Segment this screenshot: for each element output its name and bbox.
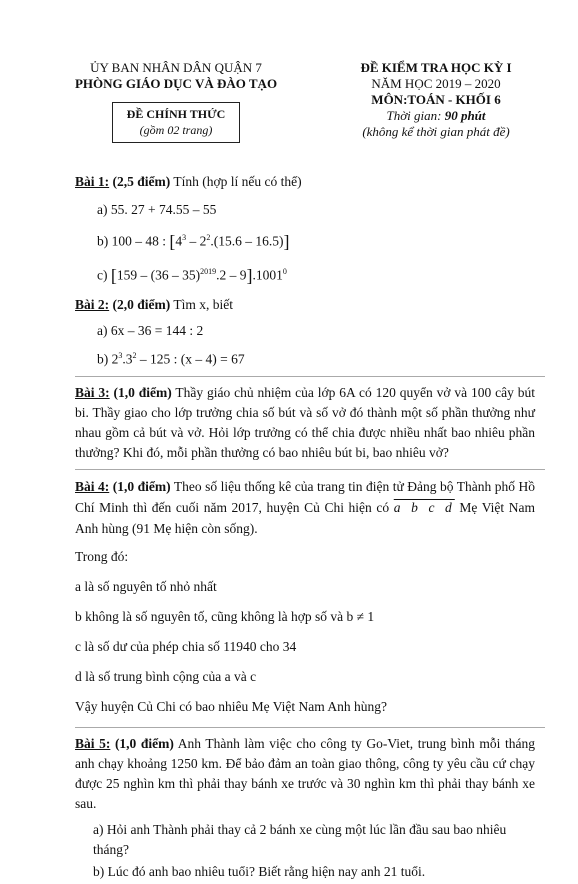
problem-2 bbox=[75, 295, 535, 315]
p1c-exp1: 2019 bbox=[200, 266, 217, 276]
p1c-part1: 159 – (36 – 35) bbox=[116, 267, 201, 282]
p2b-prefix: b) 2 bbox=[97, 351, 119, 367]
problem-1-text: Tính (hợp lí nếu có thể) bbox=[173, 174, 302, 189]
problem-5-text: Anh Thành làm việc cho công ty Go-Viet, trung bình mỗi tháng anh chạy khoảng 1250 km. Để bảo đảm an toàn giao thông, công ty yêu cầu cứ chạy được 25 nghìn km thì phải thay bánh xe trước và 30 nghìn km thì phải thay bánh xe sau. bbox=[75, 735, 535, 811]
exam-title: ĐỀ KIỂM TRA HỌC KỲ I bbox=[360, 60, 512, 75]
exam-content bbox=[75, 172, 535, 884]
problem-1a: a) 55. 27 + 74.55 – 55 bbox=[97, 202, 217, 217]
time-value: 90 phút bbox=[444, 108, 486, 123]
problem-4-a: a là số nguyên tố nhỏ nhất bbox=[75, 578, 217, 594]
problem-5-title: Bài 5: bbox=[75, 735, 111, 751]
time-label: Thời gian: bbox=[386, 108, 445, 123]
problem-5a: a) Hỏi anh Thành phải thay cả 2 bánh xe cùng một lúc lần đầu sau bao nhiêu tháng? bbox=[93, 821, 507, 857]
problem-4-d: d là số trung bình cộng của a và c bbox=[75, 668, 257, 684]
problem-4-b: b không là số nguyên tố, cũng không là hợp số và b ≠ 1 bbox=[75, 608, 375, 624]
p2b-rest: – 125 : (x – 4) = 67 bbox=[136, 351, 245, 367]
problem-5 bbox=[75, 734, 535, 814]
problem-3 bbox=[75, 383, 535, 463]
official-title: ĐỀ CHÍNH THỨC bbox=[126, 107, 226, 121]
p1b-part2: – 2 bbox=[186, 233, 207, 249]
problem-4-question: Vậy huyện Củ Chi có bao nhiêu Mẹ Việt Nam Anh hùng? bbox=[75, 698, 388, 714]
problem-4-text2: Mẹ Việt Nam Anh hùng (91 Mẹ hiện còn sống). bbox=[75, 499, 535, 536]
p1b-exp2: 2 bbox=[206, 233, 211, 242]
problem-1-points: (2,5 điểm) bbox=[112, 174, 171, 189]
p1b-part1: 4 bbox=[175, 233, 183, 249]
problem-5b: b) Lúc đó anh bao nhiêu tuổi? Biết rằng hiện nay anh 21 tuổi. bbox=[93, 863, 426, 879]
page-count: (gồm 02 trang) bbox=[139, 123, 213, 137]
problem-1b: b) 100 – 48 : $[4^3 - 2^2.(15.6 - 16.5)]$ bbox=[97, 231, 290, 252]
department-name: PHÒNG GIÁO DỤC VÀ ĐÀO TẠO bbox=[74, 76, 278, 91]
problem-5-points: (1,0 điểm) bbox=[114, 735, 174, 751]
problem-2-title: Bài 2: bbox=[75, 297, 110, 312]
header-left bbox=[58, 60, 294, 143]
time-line bbox=[316, 108, 556, 124]
problem-3-text: Thầy giáo chủ nhiệm của lớp 6A có 120 quyển vở và 100 cây bút bi. Thầy giao cho lớp trưởng chia số bút và số vở đó thành một số phần thưởng như nhau gồm cả bút và vở. Hỏi lớp trưởng có thể chia được nhiều nhất bao nhiêu phần thưởng? Khi đó, mỗi phần thưởng có bao nhiêu bút bi, bao nhiêu vở? bbox=[75, 384, 535, 460]
p1c-part3: .1001 bbox=[252, 267, 283, 282]
problem-4-points: (1,0 điểm) bbox=[112, 478, 171, 494]
p2b-exp2: 2 bbox=[132, 351, 137, 360]
separator bbox=[75, 469, 545, 470]
header-right bbox=[316, 60, 556, 140]
problem-4-text1: Theo số liệu thống kê của trang tin điện tử Đảng bộ Thành phố Hồ Chí Minh thì đến cuối năm 2017, huyện Củ Chi hiện có bbox=[75, 478, 535, 515]
p1b-part3: .(15.6 – 16.5) bbox=[210, 233, 284, 249]
official-box bbox=[112, 102, 240, 143]
separator bbox=[75, 376, 545, 377]
school-year: NĂM HỌC 2019 – 2020 bbox=[371, 76, 501, 91]
p2b-mid: .3 bbox=[122, 351, 133, 367]
problem-2b bbox=[75, 346, 535, 370]
problem-4 bbox=[75, 476, 535, 539]
problem-4-title: Bài 4: bbox=[75, 478, 110, 494]
problem-4-c: c là số dư của phép chia số 11940 cho 34 bbox=[75, 638, 297, 654]
p1b-prefix: b) 100 – 48 : bbox=[97, 233, 170, 249]
p1c-prefix: c) bbox=[97, 267, 111, 282]
p2b-exp1: 3 bbox=[118, 351, 123, 360]
p1c-exp2: 0 bbox=[282, 266, 287, 276]
problem-1-title: Bài 1: bbox=[75, 174, 110, 189]
p1c-part2: .2 – 9 bbox=[216, 267, 247, 282]
problem-3-points: (1,0 điểm) bbox=[113, 384, 172, 400]
abcd-number: a b c d bbox=[393, 499, 455, 515]
problem-2-text: Tìm x, biết bbox=[173, 297, 234, 312]
separator bbox=[75, 727, 545, 728]
p1b-exp1: 3 bbox=[182, 233, 187, 242]
problem-3-title: Bài 3: bbox=[75, 384, 110, 400]
district-name: ỦY BAN NHÂN DÂN QUẬN 7 bbox=[90, 60, 262, 75]
problem-1c: c) [159 – (36 – 35)$^{2019}$.2 – 9].1001$^0$ bbox=[97, 265, 287, 285]
subject: MÔN:TOÁN - KHỐI 6 bbox=[371, 92, 501, 107]
problem-2-points: (2,0 điểm) bbox=[112, 297, 171, 312]
problem-4-intro: Trong đó: bbox=[75, 548, 129, 564]
problem-1 bbox=[75, 172, 535, 192]
problem-2a: a) 6x – 36 = 144 : 2 bbox=[97, 323, 204, 338]
time-note: (không kể thời gian phát đề) bbox=[362, 124, 510, 139]
